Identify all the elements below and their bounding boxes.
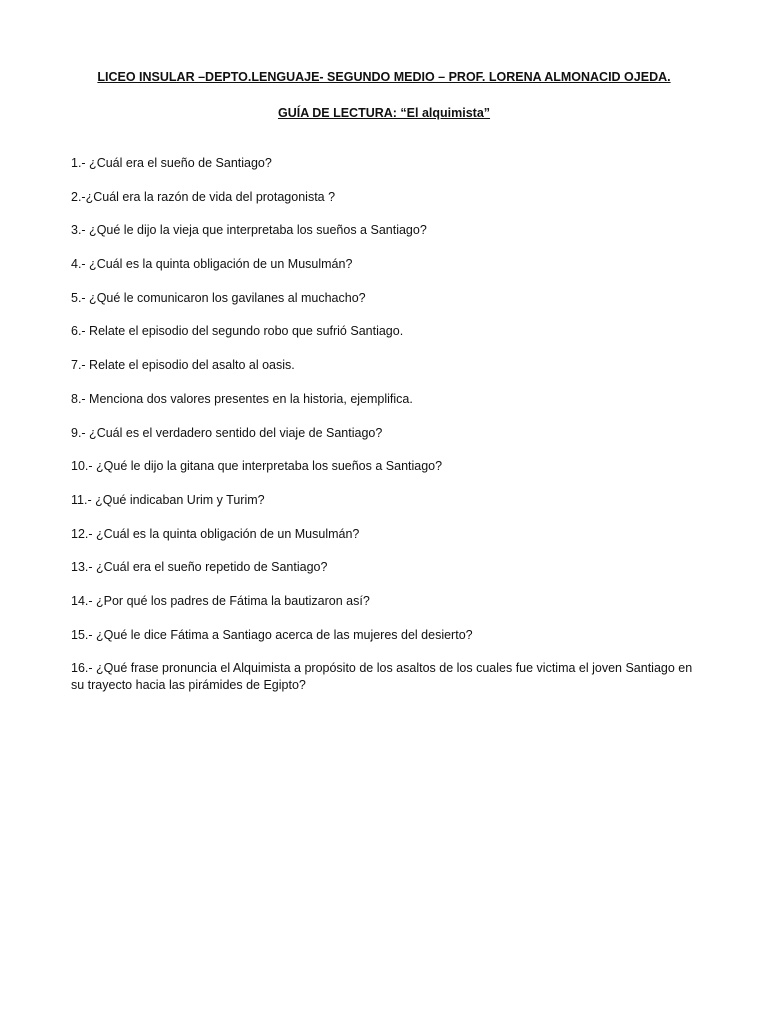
question-11: 11.- ¿Qué indicaban Urim y Turim? (71, 492, 265, 507)
question-6: 6.- Relate el episodio del segundo robo que sufrió Santiago. (71, 324, 404, 339)
question-4: 4.- ¿Cuál es la quinta obligación de un Musulmán? (71, 257, 353, 272)
question-14: 14.- ¿Por qué los padres de Fátima la bautizaron así? (71, 593, 370, 608)
question-1: 1.- ¿Cuál era el sueño de Santiago? (71, 156, 272, 170)
question-3: 3.- ¿Qué le dijo la vieja que interpretaba los sueños a Santiago? (71, 223, 427, 238)
question-7: 7.- Relate el episodio del asalto al oasis. (71, 358, 295, 373)
question-list (71, 155, 701, 711)
guide-title: GUÍA DE LECTURA: “El alquimista” (277, 106, 491, 120)
document-header: LICEO INSULAR –DEPTO.LENGUAJE- SEGUNDO MEDIO – PROF. LORENA ALMONACID OJEDA. (97, 70, 671, 84)
question-10: 10.- ¿Qué le dijo la gitana que interpretaba los sueños a Santiago? (71, 459, 443, 474)
question-16: 16.- ¿Qué frase pronuncia el Alquimista a propósito de los asaltos de los cuales fue victima el joven Santiago en su trayecto hacia las pirámides de Egipto? (71, 661, 693, 692)
question-5: 5.- ¿Qué le comunicaron los gavilanes al muchacho? (71, 290, 366, 305)
question-9: 9.- ¿Cuál es el verdadero sentido del viaje de Santiago? (71, 425, 383, 440)
question-13: 13.- ¿Cuál era el sueño repetido de Santiago? (71, 560, 328, 575)
question-12: 12.- ¿Cuál es la quinta obligación de un Musulmán? (71, 526, 360, 541)
question-15: 15.- ¿Qué le dice Fátima a Santiago acerca de las mujeres del desierto? (71, 627, 473, 642)
question-2: 2.-¿Cuál era la razón de vida del protagonista ? (71, 189, 336, 204)
question-8: 8.- Menciona dos valores presentes en la historia, ejemplifica. (71, 391, 413, 406)
